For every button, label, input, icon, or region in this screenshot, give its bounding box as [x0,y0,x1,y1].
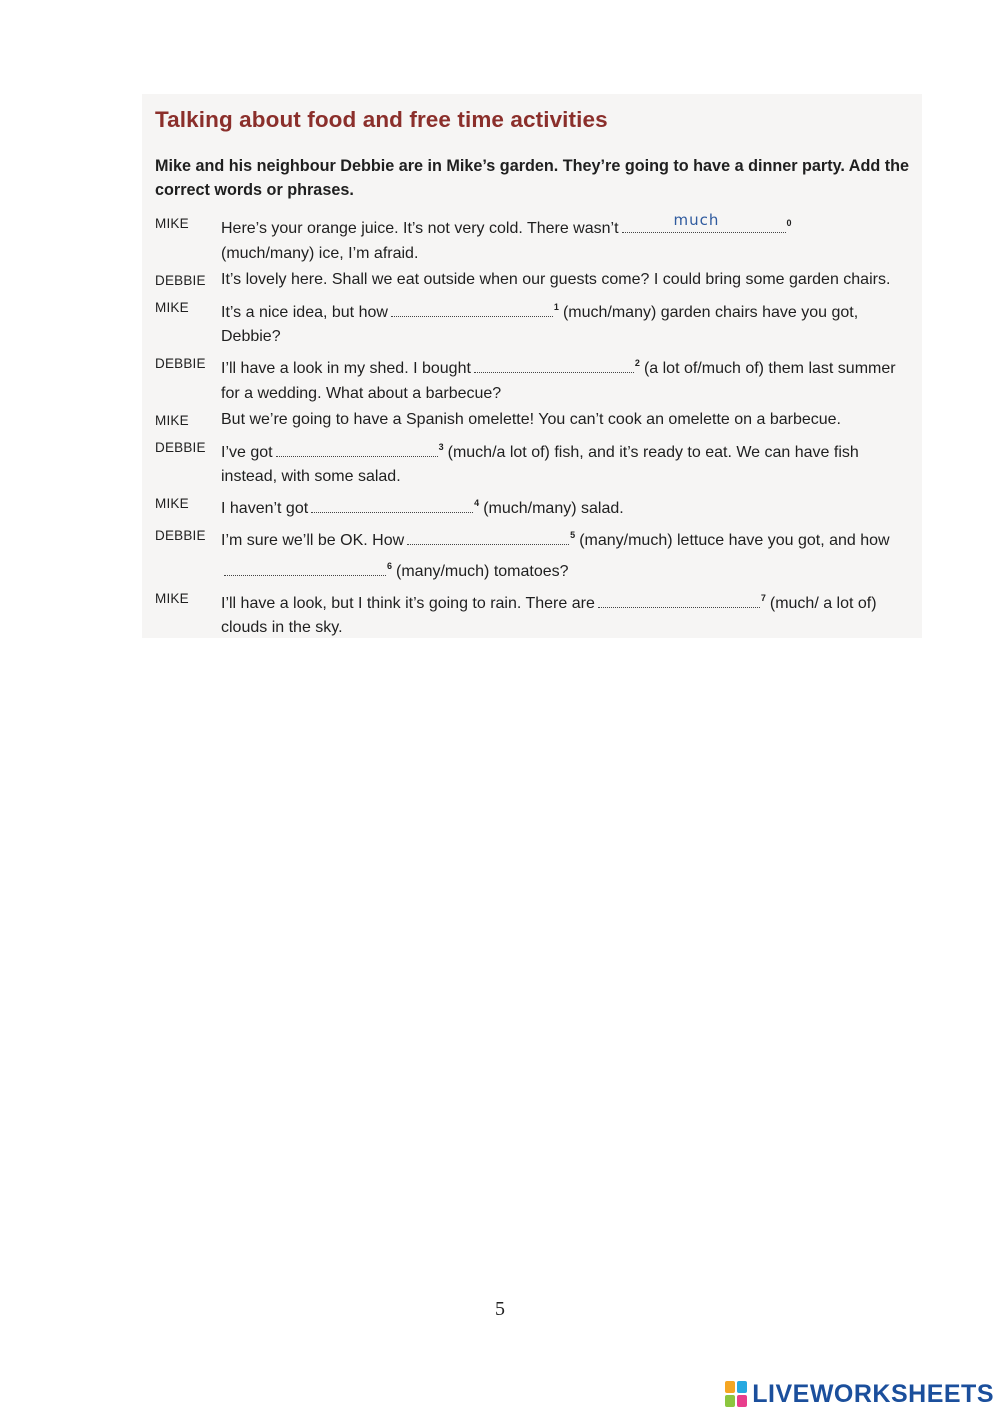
line-text: I’m sure we’ll be OK. How [221,532,405,549]
line-text: (many/much) lettuce have you got, and how [579,532,890,549]
speaker-label: MIKE [155,496,189,511]
liveworksheets-logo-icon [725,1381,749,1407]
speaker-label: MIKE [155,216,189,231]
answer-blank-3[interactable] [276,440,438,457]
line-text: (a lot of/much of) them last summer for a wedding. What about a barbecue? [221,360,896,402]
speaker-label: MIKE [155,299,189,315]
line-text: I’ll have a look, but I think it’s going to rain. There are [221,594,595,612]
dialogue-text [221,211,910,266]
dialogue-line [155,523,910,584]
answer-blank-2[interactable] [474,356,634,373]
dialogue-line [155,211,910,266]
line-text: (much/ a lot of) clouds in the sky. [221,594,877,636]
line-text: (many/much) tomatoes? [396,562,569,580]
line-text: (much/a lot of) fish, and it’s ready to eat. We can have fish instead, with some salad. [221,443,859,485]
dialogue-text [221,491,910,522]
speaker-label: MIKE [155,412,189,428]
blank-number: 7 [760,592,766,603]
filled-answer: much [673,211,720,229]
answer-blank-6[interactable] [224,559,386,576]
line-text: (much/many) ice, I’m afraid. [221,244,419,262]
answer-blank-7[interactable] [598,591,760,608]
dialogue-text: But we’re going to have a Spanish omelette! You can’t cook an omelette on a barbecue. [221,410,841,428]
dialogue-line [155,491,910,522]
exercise-title: Talking about food and free time activities [155,107,608,132]
line-text: I’ve got [221,443,273,461]
line-text: I’ll have a look in my shed. I bought [221,360,471,377]
page-number: 5 [495,1298,505,1320]
dialogue-text [221,435,910,490]
blank-number: 3 [438,441,444,452]
answer-blank-5[interactable] [407,528,569,545]
answer-blank-4[interactable] [311,496,473,513]
brand-watermark[interactable] [725,1379,994,1409]
dialogue-line [155,408,910,434]
blank-number: 4 [474,498,480,508]
dialogue-text [221,351,910,406]
dialogue-text [221,523,910,584]
dialogue-line [155,435,910,490]
dialogue-text: It’s lovely here. Shall we eat outside when our guests come? I could bring some garden chairs. [221,270,891,288]
line-text: I haven’t got [221,500,309,517]
answer-blank-1[interactable] [391,300,553,317]
line-text: Here’s your orange juice. It’s not very cold. There wasn’t [221,220,619,237]
speaker-label: DEBBIE [155,528,206,543]
brand-name: LIVEWORKSHEETS [752,1379,994,1408]
speaker-label: DEBBIE [155,272,206,288]
speaker-label: DEBBIE [155,439,206,455]
dialogue-line [155,295,910,350]
line-text: It’s a nice idea, but how [221,303,388,321]
exercise-panel [142,94,922,638]
dialogue-line [155,351,910,406]
speaker-label: DEBBIE [155,356,206,371]
answer-blank-0[interactable] [622,211,786,233]
dialogue-text [221,586,910,641]
line-text: (much/many) garden chairs have you got, Debbie? [221,303,859,345]
blank-number: 1 [553,301,559,312]
line-text: (much/many) salad. [483,500,624,517]
dialogue-line [155,586,910,641]
blank-number: 2 [634,358,640,368]
speaker-label: MIKE [155,590,189,606]
blank-number: 5 [570,530,576,540]
dialogue-line [155,268,910,294]
exercise-instructions: Mike and his neighbour Debbie are in Mike’s garden. They’re going to have a dinner party. Add the correct words or phrases. [155,157,910,199]
dialogue-text [221,295,910,350]
blank-number: 6 [387,560,393,571]
blank-number: 0 [786,218,792,228]
